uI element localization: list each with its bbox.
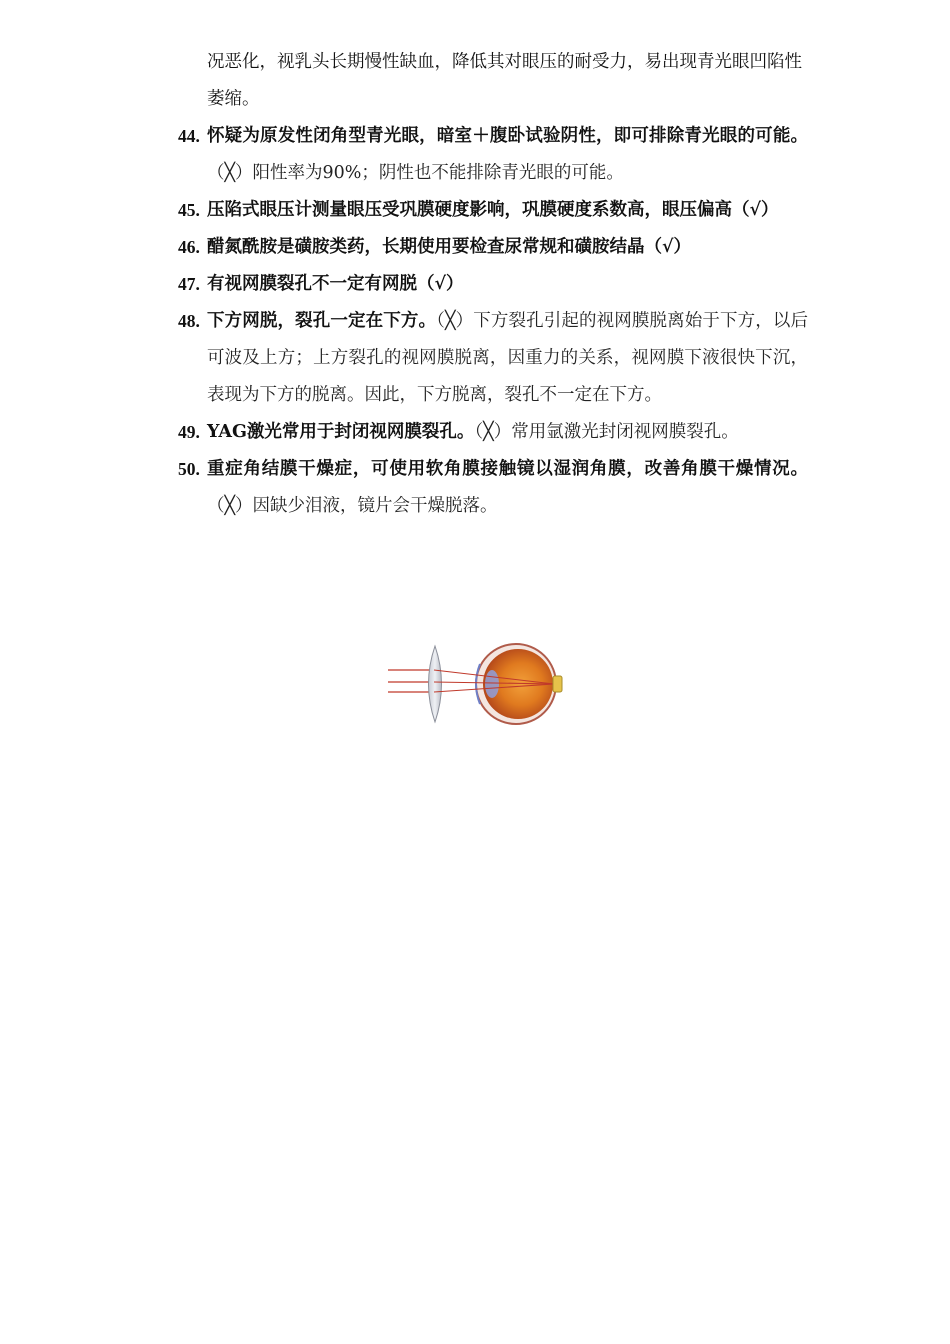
list-item — [178, 229, 808, 266]
eye-lens-svg — [388, 626, 568, 730]
list-item — [178, 266, 808, 303]
item-number: 46. — [178, 237, 200, 257]
convex-lens — [429, 646, 442, 722]
qa-content — [178, 44, 808, 525]
item-number: 49. — [178, 422, 200, 442]
item-body — [207, 414, 808, 451]
list-item — [178, 414, 808, 451]
item-number: 47. — [178, 274, 200, 294]
item-body — [207, 229, 808, 266]
list-item — [178, 451, 808, 525]
item-body — [207, 451, 808, 525]
question-text: 重症角结膜干燥症，可使用软角膜接触镜以湿润角膜，改善角膜干燥情况。 — [207, 459, 808, 479]
question-text: 压陷式眼压计测量眼压受巩膜硬度影响，巩膜硬度系数高，眼压偏高（√） — [207, 200, 779, 220]
list-item — [178, 303, 808, 414]
continuation-paragraph: 况恶化，视乳头长期慢性缺血，降低其对眼压的耐受力，易出现青光眼凹陷性萎缩。 — [207, 52, 802, 109]
question-text: 下方网脱，裂孔一定在下方。 — [207, 311, 437, 331]
item-number: 44. — [178, 126, 200, 146]
answer-text: （╳）下方裂孔引起的视网膜脱离始于下方，以后可波及上方；上方裂孔的视网膜脱离，因重力的关系，视网膜下液很快下沉，表现为下方的脱离。因此，下方脱离，裂孔不一定在下方。 — [207, 311, 808, 405]
list-item — [178, 118, 808, 192]
item-number: 48. — [178, 311, 200, 331]
item-number: 50. — [178, 459, 200, 479]
item-body — [207, 118, 808, 192]
optic-nerve — [553, 676, 562, 692]
item-body — [207, 192, 808, 229]
answer-text: （╳）阳性率为90%；阴性也不能排除青光眼的可能。 — [207, 163, 624, 183]
answer-text: （╳）因缺少泪液，镜片会干燥脱落。 — [207, 496, 498, 516]
item-body — [207, 266, 808, 303]
question-text: 有视网膜裂孔不一定有网脱（√） — [207, 274, 464, 294]
question-text: 醋氮酰胺是磺胺类药，长期使用要检查尿常规和磺胺结晶（√） — [207, 237, 691, 257]
question-text: YAG激光常用于封闭视网膜裂孔。 — [207, 422, 475, 442]
crystalline-lens — [485, 670, 499, 698]
item-body — [207, 303, 808, 414]
question-text: 怀疑为原发性闭角型青光眼，暗室＋腹卧试验阴性，即可排除青光眼的可能。 — [207, 126, 808, 146]
eye-lens-diagram-icon — [388, 626, 568, 730]
answer-text: （╳）常用氩激光封闭视网膜裂孔。 — [474, 422, 739, 442]
list-item — [178, 192, 808, 229]
item-number: 45. — [178, 200, 200, 220]
